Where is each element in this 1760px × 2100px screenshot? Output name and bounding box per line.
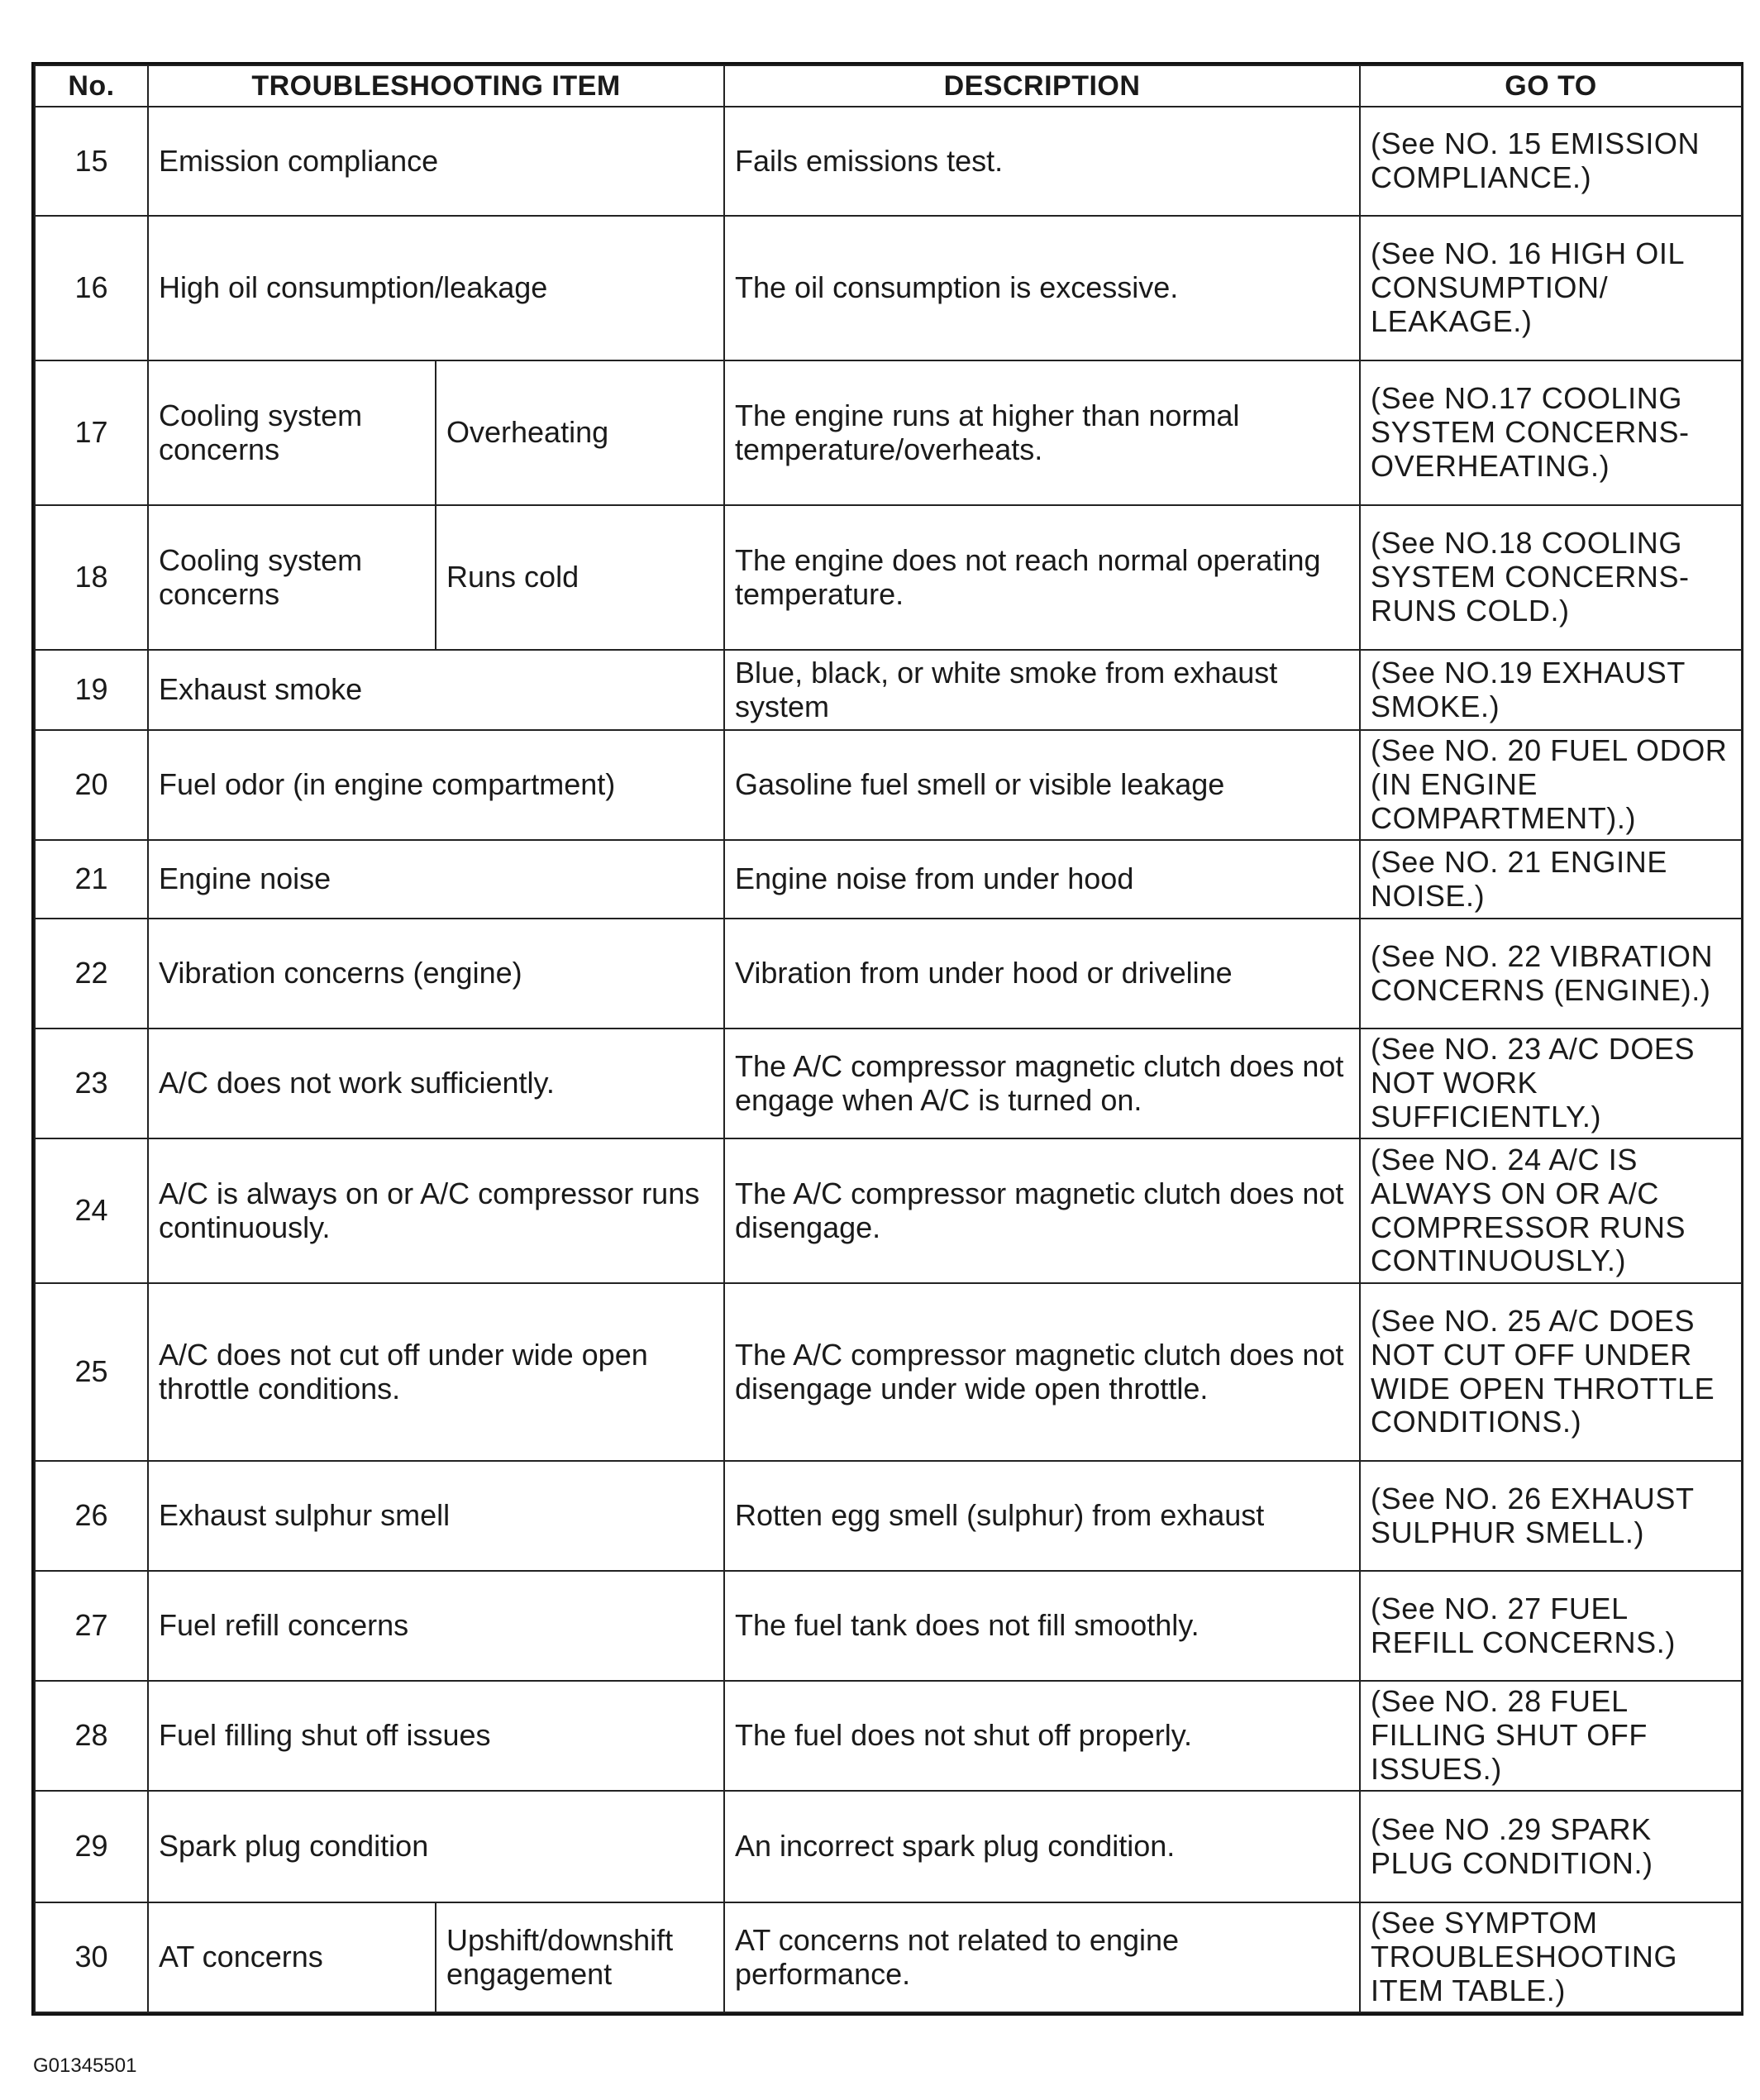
go-to-reference: (See SYMPTOM TROUBLESHOOTING ITEM TABLE.) [1360, 1902, 1742, 2012]
description: Gasoline fuel smell or visible leakage [724, 730, 1360, 840]
troubleshooting-item: Cooling system concerns [148, 360, 436, 505]
table-row [35, 216, 1742, 360]
description: An incorrect spark plug condition. [724, 1791, 1360, 1902]
go-to-reference: (See NO.18 COOLING SYSTEM CONCERNS-RUNS COLD.) [1360, 505, 1742, 650]
row-number: 27 [35, 1571, 148, 1681]
header-go-to: GO TO [1360, 65, 1742, 107]
row-number: 25 [35, 1283, 148, 1461]
troubleshooting-item: A/C is always on or A/C compressor runs continuously. [148, 1138, 724, 1283]
troubleshooting-item: Vibration concerns (engine) [148, 919, 724, 1029]
go-to-reference: (See NO.17 COOLING SYSTEM CONCERNS-OVERHEATING.) [1360, 360, 1742, 505]
troubleshooting-sub-item: Overheating [436, 360, 724, 505]
table-row [35, 1283, 1742, 1461]
row-number: 24 [35, 1138, 148, 1283]
troubleshooting-table [34, 64, 1743, 2013]
table-row [35, 919, 1742, 1029]
description: The oil consumption is excessive. [724, 216, 1360, 360]
troubleshooting-item: Fuel filling shut off issues [148, 1681, 724, 1791]
troubleshooting-item: Cooling system concerns [148, 505, 436, 650]
go-to-reference: (See NO. 15 EMISSION COMPLIANCE.) [1360, 107, 1742, 216]
go-to-reference: (See NO. 28 FUEL FILLING SHUT OFF ISSUES.) [1360, 1681, 1742, 1791]
description: Blue, black, or white smoke from exhaust system [724, 650, 1360, 730]
go-to-reference: (See NO. 25 A/C DOES NOT CUT OFF UNDER WIDE OPEN THROTTLE CONDITIONS.) [1360, 1283, 1742, 1461]
troubleshooting-item: Exhaust sulphur smell [148, 1461, 724, 1571]
troubleshooting-sub-item: Runs cold [436, 505, 724, 650]
table-row [35, 1681, 1742, 1791]
description: The fuel does not shut off properly. [724, 1681, 1360, 1791]
description: The engine does not reach normal operating temperature. [724, 505, 1360, 650]
table-row [35, 650, 1742, 730]
row-number: 17 [35, 360, 148, 505]
table-row [35, 1571, 1742, 1681]
row-number: 15 [35, 107, 148, 216]
row-number: 30 [35, 1902, 148, 2012]
description: Rotten egg smell (sulphur) from exhaust [724, 1461, 1360, 1571]
troubleshooting-item: A/C does not cut off under wide open throttle conditions. [148, 1283, 724, 1461]
go-to-reference: (See NO. 24 A/C IS ALWAYS ON OR A/C COMPRESSOR RUNS CONTINUOUSLY.) [1360, 1138, 1742, 1283]
table-row [35, 1029, 1742, 1138]
troubleshooting-sub-item: Upshift/downshift engagement [436, 1902, 724, 2012]
row-number: 28 [35, 1681, 148, 1791]
troubleshooting-item: A/C does not work sufficiently. [148, 1029, 724, 1138]
table-row [35, 1791, 1742, 1902]
description: Engine noise from under hood [724, 840, 1360, 919]
description: The engine runs at higher than normal temperature/overheats. [724, 360, 1360, 505]
go-to-reference: (See NO .29 SPARK PLUG CONDITION.) [1360, 1791, 1742, 1902]
description: The A/C compressor magnetic clutch does not disengage under wide open throttle. [724, 1283, 1360, 1461]
go-to-reference: (See NO. 16 HIGH OIL CONSUMPTION/ LEAKAGE.) [1360, 216, 1742, 360]
description: The A/C compressor magnetic clutch does not engage when A/C is turned on. [724, 1029, 1360, 1138]
row-number: 20 [35, 730, 148, 840]
go-to-reference: (See NO. 22 VIBRATION CONCERNS (ENGINE).) [1360, 919, 1742, 1029]
description: Vibration from under hood or driveline [724, 919, 1360, 1029]
table-row [35, 840, 1742, 919]
description: Fails emissions test. [724, 107, 1360, 216]
header-troubleshooting-item: TROUBLESHOOTING ITEM [148, 65, 724, 107]
row-number: 19 [35, 650, 148, 730]
description: The fuel tank does not fill smoothly. [724, 1571, 1360, 1681]
troubleshooting-item: Emission compliance [148, 107, 724, 216]
troubleshooting-item: High oil consumption/leakage [148, 216, 724, 360]
table-row [35, 1138, 1742, 1283]
troubleshooting-item: Spark plug condition [148, 1791, 724, 1902]
table-row [35, 505, 1742, 650]
header-no: No. [35, 65, 148, 107]
troubleshooting-item: Fuel odor (in engine compartment) [148, 730, 724, 840]
troubleshooting-item: AT concerns [148, 1902, 436, 2012]
troubleshooting-item: Exhaust smoke [148, 650, 724, 730]
go-to-reference: (See NO. 26 EXHAUST SULPHUR SMELL.) [1360, 1461, 1742, 1571]
row-number: 29 [35, 1791, 148, 1902]
header-description: DESCRIPTION [724, 65, 1360, 107]
row-number: 26 [35, 1461, 148, 1571]
row-number: 23 [35, 1029, 148, 1138]
description: The A/C compressor magnetic clutch does not disengage. [724, 1138, 1360, 1283]
row-number: 22 [35, 919, 148, 1029]
table-row [35, 1461, 1742, 1571]
troubleshooting-item: Engine noise [148, 840, 724, 919]
table-row [35, 1902, 1742, 2012]
figure-code: G01345501 [33, 2055, 137, 2077]
description: AT concerns not related to engine performance. [724, 1902, 1360, 2012]
troubleshooting-table-frame [31, 62, 1743, 2016]
table-row [35, 360, 1742, 505]
go-to-reference: (See NO. 20 FUEL ODOR (IN ENGINE COMPARTMENT).) [1360, 730, 1742, 840]
troubleshooting-item: Fuel refill concerns [148, 1571, 724, 1681]
go-to-reference: (See NO. 21 ENGINE NOISE.) [1360, 840, 1742, 919]
table-row [35, 730, 1742, 840]
go-to-reference: (See NO.19 EXHAUST SMOKE.) [1360, 650, 1742, 730]
row-number: 16 [35, 216, 148, 360]
go-to-reference: (See NO. 23 A/C DOES NOT WORK SUFFICIENTLY.) [1360, 1029, 1742, 1138]
table-header-row [35, 65, 1742, 107]
row-number: 18 [35, 505, 148, 650]
table-row [35, 107, 1742, 216]
go-to-reference: (See NO. 27 FUEL REFILL CONCERNS.) [1360, 1571, 1742, 1681]
row-number: 21 [35, 840, 148, 919]
